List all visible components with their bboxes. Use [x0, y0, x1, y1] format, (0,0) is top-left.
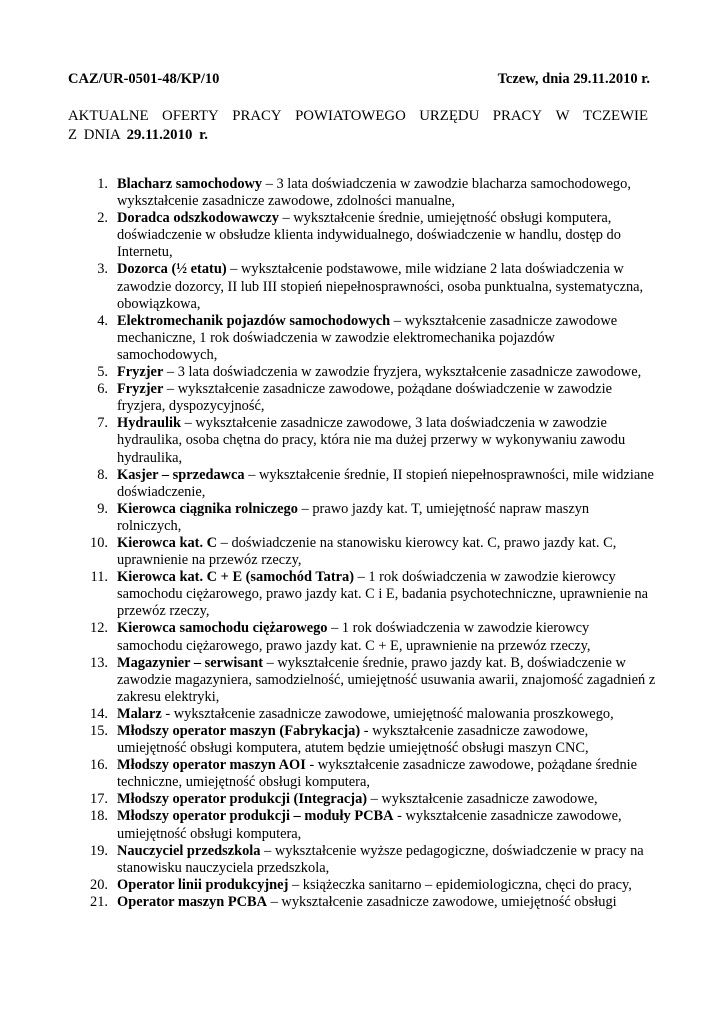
job-offer-requirements: – 1 rok doświadczenia w zawodzie kierowcy samochodu ciężarowego, prawo jazdy kat. C i E, badania psychotechniczne, uprawnienie na przewóz rzeczy,: [117, 569, 649, 620]
title-line-1: [68, 107, 648, 126]
title-suffix: r.: [199, 127, 209, 143]
job-offer-item: [70, 415, 656, 466]
title-word: W: [555, 108, 570, 124]
job-offer-item: [70, 808, 656, 842]
title-word: TCZEWIE: [583, 108, 648, 124]
job-offer-requirements: – książeczka sanitarno – epidemiologiczna, chęci do pracy,: [288, 876, 632, 893]
job-offer-item: [70, 757, 656, 791]
job-offer-number: 15.: [90, 723, 108, 739]
job-offer-number: 1.: [97, 176, 108, 192]
job-offer-requirements: – wykształcenie średnie, umiejętność obsługi komputera, doświadczenie w obsłudze klienta indywidualnego, doświadczenie w handlu, dostęp do Internetu,: [117, 210, 621, 261]
job-offer-item: [70, 791, 656, 808]
document-title: [68, 107, 648, 145]
job-offer-title: Magazynier – serwisant: [117, 654, 264, 671]
job-offer-number: 16.: [90, 757, 108, 774]
job-offer-item: [70, 313, 656, 364]
job-offer-number: 7.: [97, 415, 108, 432]
job-offer-requirements: – wykształcenie średnie, II stopień niepełnosprawności, mile widziane doświadczenie,: [117, 466, 654, 500]
job-offer-requirements: - wykształcenie zasadnicze zawodowe, umiejętność malowania proszkowego,: [161, 705, 614, 722]
job-offer-requirements: – wykształcenie podstawowe, mile widziane 2 lata doświadczenia w zawodzie dozorcy, II lub III stopień niepełnosprawności, osoba punktualna, systematyczna, obowiązkowa,: [117, 261, 644, 312]
job-offer-number: 3.: [97, 261, 108, 278]
title-line-2: [68, 126, 648, 145]
job-offer-number: 11.: [90, 569, 108, 586]
job-offer-title: Kierowca kat. C + E (samochód Tatra): [117, 569, 354, 586]
job-offer-requirements: – wykształcenie zasadnicze zawodowe, umiejętność obsługi: [267, 893, 617, 910]
job-offer-title: Kierowca ciągnika rolniczego: [117, 500, 298, 517]
job-offer-number: 20.: [90, 876, 108, 893]
job-offer-title: Hydraulik: [117, 415, 181, 432]
job-offer-title: Fryzjer: [117, 364, 164, 381]
title-word: AKTUALNE: [68, 108, 149, 124]
job-offer-title: Elektromechanik pojazdów samochodowych: [117, 312, 391, 329]
job-offer-number: 21.: [90, 893, 108, 910]
job-offer-item: [70, 176, 656, 210]
job-offer-requirements: - wykształcenie zasadnicze zawodowe, pożądane średnie techniczne, umiejętność obsługi komputera,: [117, 757, 638, 791]
job-offer-number: 18.: [90, 808, 108, 825]
job-offer-item: [70, 655, 656, 706]
job-offer-title: Malarz: [117, 705, 162, 722]
job-offer-requirements: – wykształcenie zasadnicze zawodowe, 3 lata doświadczenia w zawodzie hydraulika, osoba chętna do pracy, która nie ma dużej przerwy w wykonywaniu zawodu hydraulika,: [117, 415, 626, 466]
job-offer-number: 12.: [90, 620, 108, 637]
job-offer-requirements: - wykształcenie zasadnicze zawodowe, umiejętność obsługi komputera, atutem będzie umiejętność obsługi maszyn CNC,: [117, 723, 589, 757]
job-offer-item: [70, 723, 656, 757]
job-offer-title: Operator linii produkcyjnej: [117, 876, 289, 893]
job-offer-number: 9.: [97, 500, 108, 517]
job-offer-number: 2.: [97, 210, 108, 227]
job-offer-requirements: – 1 rok doświadczenia w zawodzie kierowcy samochodu ciężarowego, prawo jazdy kat. C + E, uprawnienie na przewóz rzeczy,: [117, 620, 591, 654]
job-offer-requirements: – doświadczenie na stanowisku kierowcy kat. C, prawo jazdy kat. C, uprawnienie na przewóz rzeczy,: [117, 534, 617, 569]
job-offer-number: 4.: [97, 312, 108, 329]
title-word: PRACY: [232, 108, 282, 124]
job-offer-title: Kierowca samochodu ciężarowego: [117, 620, 328, 637]
job-offer-requirements: – 3 lata doświadczenia w zawodzie fryzjera, wykształcenie zasadnicze zawodowe,: [163, 364, 642, 381]
title-word: OFERTY: [162, 108, 219, 124]
document-reference: CAZ/UR-0501-48/KP/10: [68, 71, 220, 87]
title-word: PRACY: [492, 108, 543, 124]
job-offer-number: 19.: [90, 842, 108, 859]
job-offer-requirements: – wykształcenie średnie, prawo jazdy kat. B, doświadczenie w zawodzie magazyniera, samodzielność, umiejętność usuwania awarii, znajomość zagadnień z zakresu elektryki,: [117, 654, 656, 705]
job-offer-item: [70, 620, 656, 654]
job-offer-title: Nauczyciel przedszkola: [117, 842, 261, 859]
job-offer-requirements: – wykształcenie zasadnicze zawodowe,: [367, 791, 598, 808]
job-offer-number: 5.: [97, 364, 108, 381]
job-offer-item: [70, 706, 656, 723]
job-offer-item: [70, 501, 656, 535]
job-offer-title: Kasjer – sprzedawca: [117, 466, 245, 483]
job-offer-number: 17.: [90, 791, 108, 808]
job-offer-title: Młodszy operator produkcji – moduły PCBA: [117, 808, 394, 825]
job-offer-item: [70, 364, 656, 381]
job-offer-number: 13.: [90, 654, 108, 671]
job-offer-title: Fryzjer: [117, 381, 164, 398]
job-offer-title: Młodszy operator produkcji (Integracja): [117, 791, 368, 808]
job-offer-number: 14.: [90, 705, 108, 722]
job-offer-item: [70, 381, 656, 415]
title-date: 29.11.2010: [126, 127, 193, 143]
job-offer-title: Doradca odszkodowawczy: [117, 210, 279, 227]
job-offer-item: [70, 569, 656, 620]
job-offer-item: [70, 467, 656, 501]
job-offer-requirements: – wykształcenie zasadnicze zawodowe mechaniczne, 1 rok doświadczenia w zawodzie elektromechanika pojazdów samochodowych,: [117, 312, 618, 363]
job-offer-title: Młodszy operator maszyn (Fabrykacja): [117, 723, 361, 739]
job-offer-title: Blacharz samochodowy: [117, 176, 263, 192]
job-offer-requirements: – prawo jazdy kat. T, umiejętność napraw maszyn rolniczych,: [117, 500, 590, 534]
title-word: URZĘDU: [419, 108, 480, 124]
job-offer-number: 6.: [97, 381, 108, 398]
job-offer-title: Młodszy operator maszyn AOI: [117, 757, 306, 774]
job-offer-requirements: – wykształcenie zasadnicze zawodowe, pożądane doświadczenie w zawodzie fryzjera, dyspozycyjność,: [117, 381, 613, 415]
job-offer-item: [70, 210, 656, 261]
job-offer-requirements: – 3 lata doświadczenia w zawodzie blacharza samochodowego, wykształcenie zasadnicze zawodowe, zdolności manualne,: [117, 176, 631, 210]
job-offer-number: 10.: [90, 534, 108, 551]
document-date: Tczew, dnia 29.11.2010 r.: [497, 71, 650, 87]
job-offer-item: [70, 535, 656, 569]
job-offer-requirements: - wykształcenie zasadnicze zawodowe, umiejętność obsługi komputera,: [117, 808, 622, 842]
job-offer-requirements: – wykształcenie wyższe pedagogiczne, doświadczenie w pracy na stanowisku nauczyciela przedszkola,: [117, 842, 644, 876]
job-offer-title: Dozorca (½ etatu): [117, 261, 227, 278]
title-word: POWIATOWEGO: [295, 108, 406, 124]
job-offer-item: [70, 261, 656, 312]
job-offer-title: Operator maszyn PCBA: [117, 893, 268, 910]
job-offer-item: [70, 877, 656, 894]
job-offer-item: [70, 894, 656, 911]
job-offer-title: Kierowca kat. C: [117, 534, 218, 551]
job-offers-list: [70, 176, 656, 911]
job-offer-item: [70, 843, 656, 877]
job-offer-number: 8.: [97, 466, 108, 483]
title-prefix: Z DNIA: [68, 127, 120, 143]
